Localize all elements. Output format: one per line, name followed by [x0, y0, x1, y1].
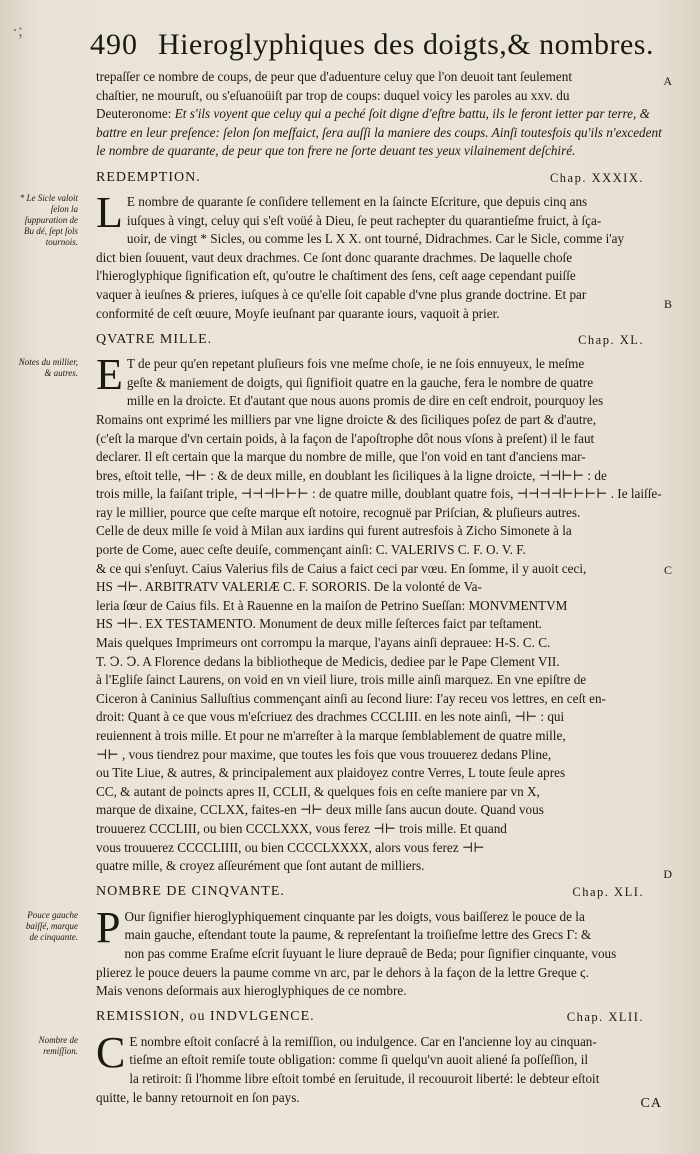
- text-line: Celle de deux mille ſe void à Milan aux iardins qui furent autresfois à Zicho Simonete à la: [96, 523, 572, 539]
- text-line: trois mille, la faiſant triple, ⊣⊣⊣⊢⊢⊢ : de quatre mille, doublant quatre fois, ⊣⊣⊣⊣⊢⊢⊢⊢ . Ie laiſſe-: [96, 486, 662, 502]
- text-line: vous trouuerez CCCCLIIII, ou bien CCCCLXXXX, alors vous ferez ⊣⊢: [96, 839, 485, 855]
- margin-note: * Le Sicle valoit ſelon la ſuppuration de Bu dé, ſept ſols tournois.: [19, 192, 78, 247]
- text-line: iuſques à vingt, celuy qui s'eſt voüé à Dieu, ſe peut rachepter du quarantieſme fruict, à ſça-: [126, 212, 602, 228]
- text-line: porte de Come, auec ceſte deuiſe, commençant ainſi: C. VALERIVS C. F. O. V. F.: [96, 542, 526, 558]
- margin-note: Nombre de remiſſion.: [38, 1034, 78, 1056]
- section-title: NOMBRE DE CINQVANTE.: [96, 884, 285, 900]
- text-line: reuiennent à trois mille. Et pour ne m'arreſter à la marque ſemblablement de quatre mille,: [96, 728, 566, 743]
- section-title: REMISSION, ou INDVLGENCE.: [96, 1009, 315, 1025]
- text-line: vaquer à ieuſnes & prieres, iuſques à ce qu'elle ſoit capable d'vne plus grande doctrine. Et par: [96, 286, 587, 302]
- text-line: declarer. Il eſt certain que la marque du nombre de mille, que l'on void en tant d'anciens mar-: [96, 449, 586, 465]
- section-redemption: [19, 167, 672, 323]
- text-line: trouuerez CCCLIII, ou bien CCCLXXX, vous ferez ⊣⊢ trois mille. Et quand: [96, 820, 507, 836]
- page-header: [50, 18, 670, 68]
- page-number: 490: [90, 28, 138, 61]
- catchword: CA: [640, 1096, 662, 1111]
- text-line: main gauche, eſtendant toute la paume, & repreſentant la troiſieſme lettre des Grecs Γ: &: [124, 927, 592, 943]
- text-line: leria ſœur de Caius fils. Et à Rauenne en la maiſon de Petrino Sueſſan: MONVMENTVM: [96, 597, 568, 613]
- text-line: ⊣⊢ , vous tiendrez pour maxime, que toutes les fois que vous trouuerez dedans Pline,: [96, 746, 552, 762]
- text-line: ray le millier, pource que ceſte marque eſt notoire, recognuë par Priſcian, & pluſieurs autres.: [96, 504, 581, 520]
- text-line: E nombre de quarante ſe conſidere tellement en la ſaincte Eſcriture, que depuis cinq ans: [126, 193, 588, 209]
- text-line: Romains ont exprimé les milliers par vne ligne droicte & des ſiciliques poſez de part & d'autre,: [96, 411, 597, 427]
- text-line: geſte & maniement de doigts, qui ſignifioit quatre en la gauche, fera le nombre de quatre: [126, 374, 594, 390]
- chapter-label: Chap. XL.: [578, 332, 644, 347]
- text-line: HS ⊣⊢. ARBITRATV VALERIÆ C. F. SORORIS. De la volonté de Va-: [96, 579, 482, 595]
- section-heading: [96, 167, 662, 189]
- section-heading: [96, 329, 662, 351]
- text-line: [96, 105, 662, 124]
- drop-cap: L: [96, 187, 123, 237]
- section-title: QVATRE MILLE.: [96, 331, 213, 347]
- section-heading: [96, 1007, 662, 1029]
- intro-paragraph: [96, 68, 672, 161]
- chapter-label: Chap. XXXIX.: [549, 170, 644, 185]
- margin-letter-b: B: [663, 296, 672, 311]
- text-line: dict bien ſouuent, vaut deux drachmes. Ce ſont donc quarante drachmes. De laquelle choſe: [96, 249, 573, 265]
- drop-cap: C: [96, 1027, 126, 1077]
- text-line: T. Ↄ. Ↄ. A Florence dedans la bibliotheque de Medicis, dediee par le Pape Clement VII.: [96, 653, 560, 669]
- text-line: marque de dixaine, CCLXX, faites-en ⊣⊢ deux mille ſans aucun doute. Quand vous: [96, 802, 544, 818]
- text-line: chaſtier, ne mouruſt, ou s'eſuanoüiſt par trop de coups: duquel voicy les paroles au xxv. du: [96, 87, 570, 103]
- text-line: Ciceron à Caninius Salluſtius commençant ainſi au ſecond liure: I'ay receu vos lettres, en ceſt en-: [96, 690, 606, 706]
- text-line: Our ſignifier hieroglyphiquement cinquante par les doigts, vous baiſſerez le pouce de la: [124, 908, 585, 924]
- text-line: HS ⊣⊢. EX TESTAMENTO. Monument de deux mille ſeſterces faict par teſtament.: [96, 616, 542, 632]
- text-line: plierez le pouce deuers la paume comme vn arc, par le dehors à la façon de la lettre Greque ϛ.: [96, 964, 589, 980]
- text-line: trepaſſer ce nombre de coups, de peur que d'aduenture celuy que l'on deuoit tant ſeulement: [96, 69, 573, 84]
- margin-letter-d: D: [663, 867, 672, 882]
- quote-text: Et s'ils voyent que celuy qui a peché ſoit digne d'eſtre battu, ils le feront ietter par terre, &: [174, 106, 650, 122]
- text-line: Mais quelques Imprimeurs ont corrompu la marque, l'ayans ainſi deprauee: H-S. C. C.: [96, 635, 551, 651]
- section-title: REDEMPTION.: [96, 169, 201, 185]
- margin-note: Pouce gauche baiſſé, marque de cinquante.: [25, 909, 78, 942]
- section-heading: [96, 882, 662, 904]
- margin-note: Notes du millier, & autres.: [18, 357, 78, 379]
- text-line: quatre mille, & croyez aſſeurément que ſont autant de milliers.: [96, 858, 425, 874]
- text-line: droit: Quant à ce que vous m'eſcriuez des drachmes CCCLIII. en les note ainſi, ⊣⊢ : qui: [96, 709, 565, 725]
- drop-cap: E: [96, 350, 123, 400]
- quote-line: battre en leur preſence: ſelon ſon meſfaict, ſera auſſi la maniere des coups. Ainſi toutesfois qu'ils n'excedent: [96, 124, 662, 140]
- margin-mark: ·;: [12, 20, 23, 40]
- text-line: CC, & autant de poincts apres II, CCLII, & quelques fois en ceſte maniere par vn X,: [96, 783, 540, 799]
- margin-letter-c: C: [663, 563, 672, 578]
- text-line: conformité de ceſt œuure, Moyſe ieuſnant par quarante iours, vaquoit à prier.: [96, 305, 500, 321]
- text-line: bres, eſtoit telle, ⊣⊢ : & de deux mille, en doublant les ſiciliques à la ligne droicte, ⊣⊣⊢⊢ : de: [96, 467, 607, 483]
- section-remission: [38, 1007, 662, 1107]
- text-line: E nombre eſtoit conſacré à la remiſſion, ou indulgence. Car en l'ancienne loy au cinquan-: [129, 1033, 597, 1049]
- text-line: (c'eſt la marque d'vn certain poids, à la façon de l'apoſtrophe dôt nous vſons à preſent) il le faut: [96, 430, 595, 446]
- text-line: l'hieroglyphique ſignification eſt, qu'outre le chaſtiment des ſens, ceſt aage cependant puiſſe: [96, 268, 576, 284]
- text-line: T de peur qu'en repetant pluſieurs fois vne meſme choſe, ie ne ſois ennuyeux, le meſme: [126, 356, 585, 372]
- text-line: tieſme an eſtoit remiſe toute obligation: comme ſi quelqu'vn auoit aliené ſa poſſeſſion, il: [129, 1052, 589, 1068]
- chapter-label: Chap. XLII.: [566, 1010, 644, 1025]
- text-line: Mais venons deſormais aux hieroglyphiques de ce nombre.: [96, 983, 407, 999]
- text-line: uoir, de vingt * Sicles, ou comme les L X X. ont tourné, Didrachmes. Car le Sicle, comme i'ay: [126, 231, 625, 247]
- chapter-label: Chap. XLI.: [572, 885, 644, 900]
- quote-line: le nombre de quarante, de peur que ton frere ne ſorte deuant tes yeux vilainement deſchiré.: [96, 143, 576, 159]
- text-line: à l'Egliſe ſainct Laurens, on void en vn vieil liure, trois mille ainſi marquez. En vne epiſtre de: [96, 672, 587, 688]
- text-line: non pas comme Eraſme eſcrit ſuyuant le liure deprauê de Beda; pour ſignifier cinquante, vous: [124, 945, 617, 961]
- text-line: quitte, le banny retournoit en ſon pays.: [96, 1089, 300, 1105]
- text-line: ou Tite Liue, & autres, & principalement aux plaidoyez contre Verres, L toute ſeule apres: [96, 765, 566, 781]
- drop-cap: P: [96, 902, 121, 952]
- text-line: mille en la droicte. Et d'autant que nous auons promis de dire en ceſt endroit, pourquoy les: [126, 393, 604, 409]
- book-name: Deuteronome:: [96, 106, 172, 122]
- text-line: la retiroit: ſi l'homme libre eſtoit tombé en ſeruitude, il recouuroit liberté: le debteur eſtoit: [129, 1070, 600, 1086]
- text-line: & ce qui s'enſuyt. Caius Valerius fils de Caius a faict ceci par vœu. En ſomme, il y auoit ceci,: [96, 560, 587, 576]
- margin-letter-a: A: [663, 74, 672, 88]
- running-title: Hieroglyphiques des doigts,& nombres.: [158, 28, 654, 61]
- section-quatre-mille: [18, 329, 672, 882]
- section-cinquante: [25, 882, 662, 1001]
- text-body: [18, 68, 672, 1107]
